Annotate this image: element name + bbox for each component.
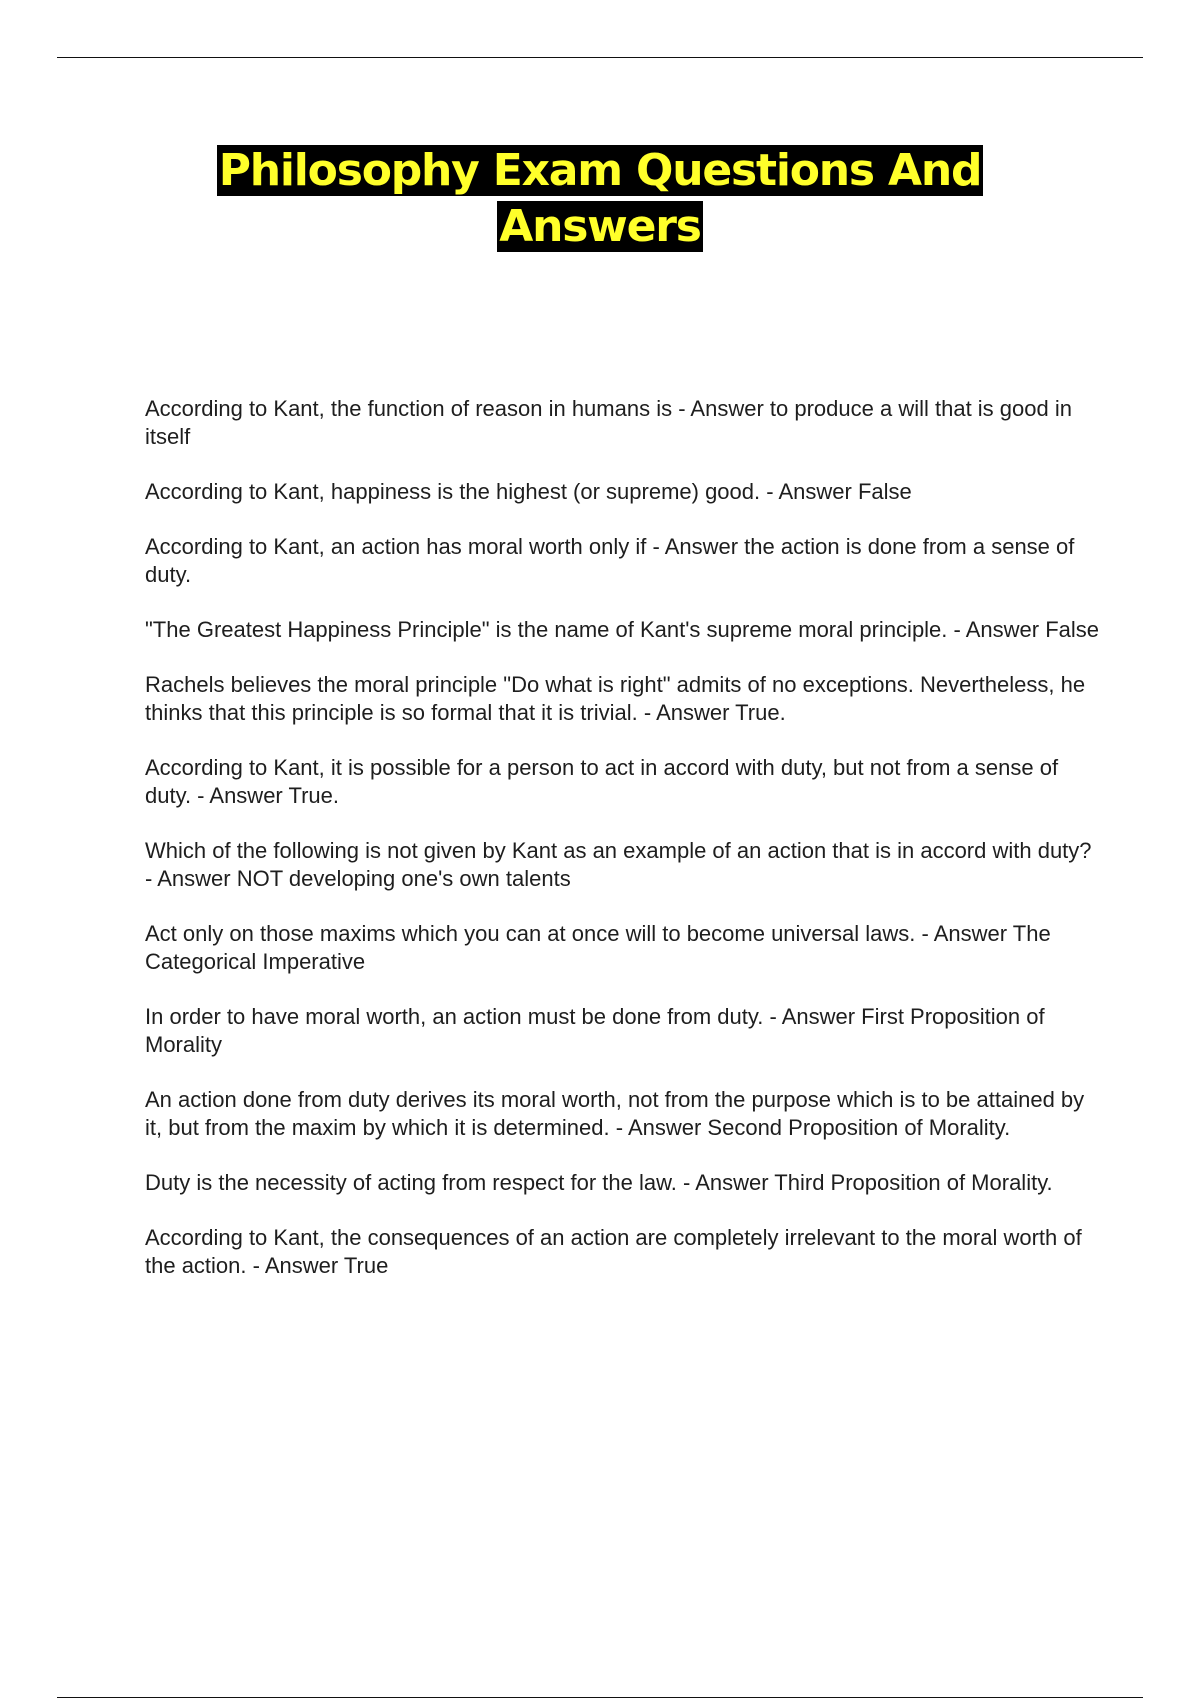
qa-item: An action done from duty derives its moral worth, not from the purpose which is to be attained by it, but from the maxim by which it is determined. - Answer Second Proposition of Morality. [145, 1087, 1085, 1140]
qa-item: Which of the following is not given by Kant as an example of an action that is in accord with duty? - Answer NOT developing one's own talents [145, 838, 1092, 891]
qa-list [145, 395, 1100, 1307]
qa-item: According to Kant, the function of reason in humans is - Answer to produce a will that is good in itself [145, 396, 1072, 449]
top-rule [57, 57, 1143, 58]
qa-item: "The Greatest Happiness Principle" is the name of Kant's supreme moral principle. - Answer False [145, 617, 1100, 642]
qa-item: According to Kant, the consequences of an action are completely irrelevant to the moral worth of the action. - Answer True [145, 1225, 1082, 1278]
qa-item: Duty is the necessity of acting from respect for the law. - Answer Third Proposition of Morality. [145, 1170, 1053, 1195]
qa-item: According to Kant, an action has moral worth only if - Answer the action is done from a sense of duty. [145, 534, 1075, 587]
qa-item: According to Kant, it is possible for a person to act in accord with duty, but not from a sense of duty. - Answer True. [145, 755, 1059, 808]
qa-item: Act only on those maxims which you can at once will to become universal laws. - Answer The Categorical Imperative [145, 921, 1051, 974]
title-container [0, 143, 1200, 255]
bottom-rule [57, 1697, 1143, 1698]
qa-item: In order to have moral worth, an action must be done from duty. - Answer First Proposition of Morality [145, 1004, 1045, 1057]
qa-item: According to Kant, happiness is the highest (or supreme) good. - Answer False [145, 479, 912, 504]
page-title: Philosophy Exam Questions And Answers [218, 145, 982, 252]
qa-item: Rachels believes the moral principle "Do what is right" admits of no exceptions. Nevertheless, he thinks that this principle is so formal that it is trivial. - Answer True. [145, 672, 1086, 725]
